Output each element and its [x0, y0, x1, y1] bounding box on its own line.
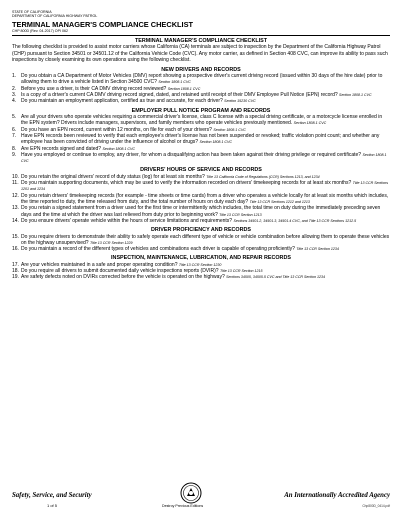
section-heading: DRIVERS' HOURS OF SERVICE AND RECORDS	[140, 167, 262, 174]
checklist-sections	[12, 64, 390, 281]
item-citation: Title 13 CCR Section 1229	[89, 240, 133, 245]
item-question: Are safety defects noted on DVIRs corrected before the vehicle is operated on the highway?	[21, 274, 225, 281]
section-heading: DRIVER PROFICIENCY AND RECORDS	[150, 227, 252, 234]
item-number: 16.	[12, 246, 19, 253]
checklist-item	[12, 73, 390, 86]
checklist-item	[12, 152, 390, 165]
item-citation: Title 13 CCR Sections 1212 and 1213	[249, 199, 310, 204]
item-citation: Section 1808.1 CVC	[199, 140, 233, 145]
intro-paragraph: The following checklist is provided to assist motor carriers whose California (CA) terminals are subject to inspection by the Department of the California Highway Patrol (CHP) pursuant to Section 34501 or 34501.12 of the California Vehicle Code (CVC). Any motor carrier, as defined in Section 408 CVC, can improve its ability to pass such inspections by closely examining its own operations using the following checklist.	[12, 44, 388, 64]
item-text-wrap	[21, 152, 390, 165]
state-label: STATE OF CALIFORNIA	[12, 10, 52, 14]
item-text-wrap	[21, 114, 390, 127]
item-number: 2.	[12, 85, 17, 92]
item-number: 19.	[12, 274, 19, 281]
section-heading: INSPECTION, MAINTENANCE, LUBRICATION, AND REPAIR RECORDS	[111, 255, 291, 262]
checklist-item	[12, 193, 390, 206]
footer-accreditation: An Internationally Accredited Agency	[284, 492, 390, 499]
document-page	[12, 10, 390, 281]
item-citation: Section 1808.1 CVC	[339, 93, 372, 98]
item-question: Do you require all drivers to submit documented daily vehicle inspections reports (DVIR)?	[21, 268, 219, 275]
item-citation: Section 1808.1 CVC	[102, 146, 136, 151]
item-question: Are all your drivers who operate vehicles requiring a commercial driver's license, class C license with a special driving certificate, or a motorcycle license enrolled in the EPN system? Drivers include managers, supervisors, and family members who operate vehicles previously mentioned.	[21, 114, 383, 127]
item-number: 9.	[12, 151, 17, 158]
item-text-wrap	[21, 193, 390, 206]
item-citation: Sections 34505, 34505.5 CVC and Title 13 CCR Section 1234	[226, 275, 325, 280]
item-citation: Sections 34501.2, 34501.3, 34501.4 CVC, and Title 13 CCR Sections 1212.5	[233, 218, 357, 223]
item-number: 3.	[12, 92, 17, 99]
header-divider	[12, 35, 390, 36]
destroy-previous-label: Destroy Previous Editions	[162, 504, 204, 508]
section-heading: NEW DRIVERS AND RECORDS	[161, 66, 241, 73]
item-citation: Section 1808.1 CVC	[293, 121, 327, 126]
checklist-item	[12, 180, 390, 193]
item-text-wrap	[21, 218, 390, 224]
item-question: Before you use a driver, is their CA DMV driving record reviewed?	[21, 85, 167, 92]
form-id: CHP 800D (Rev. 04-2017) OPI 062	[12, 29, 68, 34]
item-citation: Title 13 CCR Section 1215	[219, 269, 263, 274]
item-question: Do you have an EPN record, current within 12 months, on file for each of your drivers?	[21, 126, 212, 133]
item-question: Do you retain the original drivers' record of duty status (log) for at least six months?	[21, 173, 205, 180]
item-text-wrap	[21, 234, 390, 247]
checklist-item	[12, 234, 390, 247]
item-text-wrap	[21, 180, 390, 193]
document-title: TERMINAL MANAGER'S COMPLIANCE CHECKLIST	[12, 19, 194, 29]
checklist-item	[12, 274, 390, 280]
checklist-item	[12, 205, 390, 218]
item-question: Have EPN records been reviewed to verify that each employee's driver's license has not been suspended or revoked; traffic violation point count; and whether any employee has been convicted of driving under the influence of alcohol or drugs?	[21, 132, 380, 146]
department-label: DEPARTMENT OF CALIFORNIA HIGHWAY PATROL	[12, 14, 98, 19]
item-question: Have you employed or continue to employ, any driver, for whom a disqualifying action has been taken against their driving privilege or required certificate?	[21, 151, 362, 158]
item-number: 18.	[12, 268, 19, 275]
item-question: Do you require drivers to demonstrate their ability to safely operate each different type of vehicle or vehicle combination before allowing them to operate these vehicles on the highway unsupervised?	[21, 233, 390, 246]
item-number: 1.	[12, 73, 17, 80]
checklist-item	[12, 98, 390, 104]
checklist-item	[12, 114, 390, 127]
item-question: Do you obtain a CA Department of Motor Vehicles (DMV) report showing a prospective driver's current driving record (issued within 30 days of the hire date) prior to allowing them to drive a vehicle listed in Section 34500 CVC?	[21, 73, 383, 86]
item-question: Are your vehicles maintained in a safe and proper operating condition?	[21, 261, 178, 268]
item-citation: Section 1808.1 CVC	[213, 127, 246, 132]
item-question: Are EPN records signed and dated?	[21, 145, 102, 152]
item-question: Do you maintain a record of the different types of vehicles and combinations each driver is capable of operating proficiently?	[21, 246, 295, 253]
item-citation: Section 15230 CVC	[224, 99, 256, 104]
item-citation: Section 1808.1 CVC	[21, 152, 387, 164]
item-number: 10.	[12, 173, 19, 180]
item-text-wrap	[21, 98, 390, 104]
item-citation: Section 1808.1 CVC	[167, 86, 201, 91]
item-number: 7.	[12, 132, 17, 139]
chp-seal-icon	[180, 482, 202, 504]
footer-motto: Safety, Service, and Security	[12, 492, 92, 499]
item-number: 12.	[12, 192, 19, 199]
item-text-wrap	[21, 205, 390, 218]
item-citation: Section 1808.1 CVC	[158, 80, 191, 85]
item-question: Do you maintain an employment application, certified as true and accurate, for each driver?	[21, 98, 223, 105]
item-text-wrap	[21, 274, 390, 280]
item-number: 11.	[12, 180, 19, 187]
item-number: 4.	[12, 98, 17, 105]
item-number: 5.	[12, 114, 17, 121]
checklist-item	[12, 133, 390, 146]
item-citation: Title 13 CCR Section 1213	[219, 212, 262, 217]
item-question: Is a copy of a driver's current CA DMV driving record signed, dated, and retained until receipt of their DMV Employee Pull Notice (EPN) record?	[21, 92, 338, 99]
item-number: 13.	[12, 205, 19, 212]
section-heading: EMPLOYER PULL NOTICE PROGRAM AND RECORDS	[131, 107, 271, 114]
checklist-item	[12, 218, 390, 224]
item-number: 15.	[12, 233, 19, 240]
item-text-wrap	[21, 246, 390, 252]
item-number: 6.	[12, 126, 17, 133]
item-text-wrap	[21, 73, 390, 86]
item-number: 8.	[12, 145, 17, 152]
item-number: 17.	[12, 261, 19, 268]
item-citation: Title 13 CCR Section 1234	[296, 247, 339, 252]
checklist-heading: TERMINAL MANAGER'S COMPLIANCE CHECKLIST	[134, 37, 268, 44]
item-question: Do you ensure drivers' operate vehicle within the hours of service limitations and requirements?	[21, 217, 233, 224]
item-question: Do you retain drivers' timekeeping records (for example - time sheets or time cards) from a driver who operates a vehicle locally for at least six months which includes, the time reported to duty, the time released from duty, and the total number of hours on duty each day?	[21, 192, 389, 205]
checklist-item	[12, 246, 390, 252]
item-citation: Title 13 CCR Section 1230	[178, 262, 222, 267]
page-number: 1 of 5	[47, 503, 58, 508]
item-citation: Title 13 CCR Sections 1201 and 1234	[21, 181, 389, 192]
item-text-wrap	[21, 133, 390, 146]
item-citation: Title 13 California Code of Regulations (CCR) Sections 1213, and 1234	[206, 174, 320, 179]
file-code: Chp800D_0414.pdf	[362, 504, 390, 508]
page-footer	[12, 486, 390, 512]
item-number: 14.	[12, 217, 19, 224]
item-question: Do you retain a signed statement from a driver used for the first time or intermittently which includes, the total time on duty during the immediately preceding seven days and the time at which the driver was last relieved from duty prior to beginning work?	[21, 205, 381, 218]
item-question: Do you maintain supporting documents, which may be used to verify the information recorded on drivers' timekeeping records for at least six months?	[21, 180, 352, 187]
